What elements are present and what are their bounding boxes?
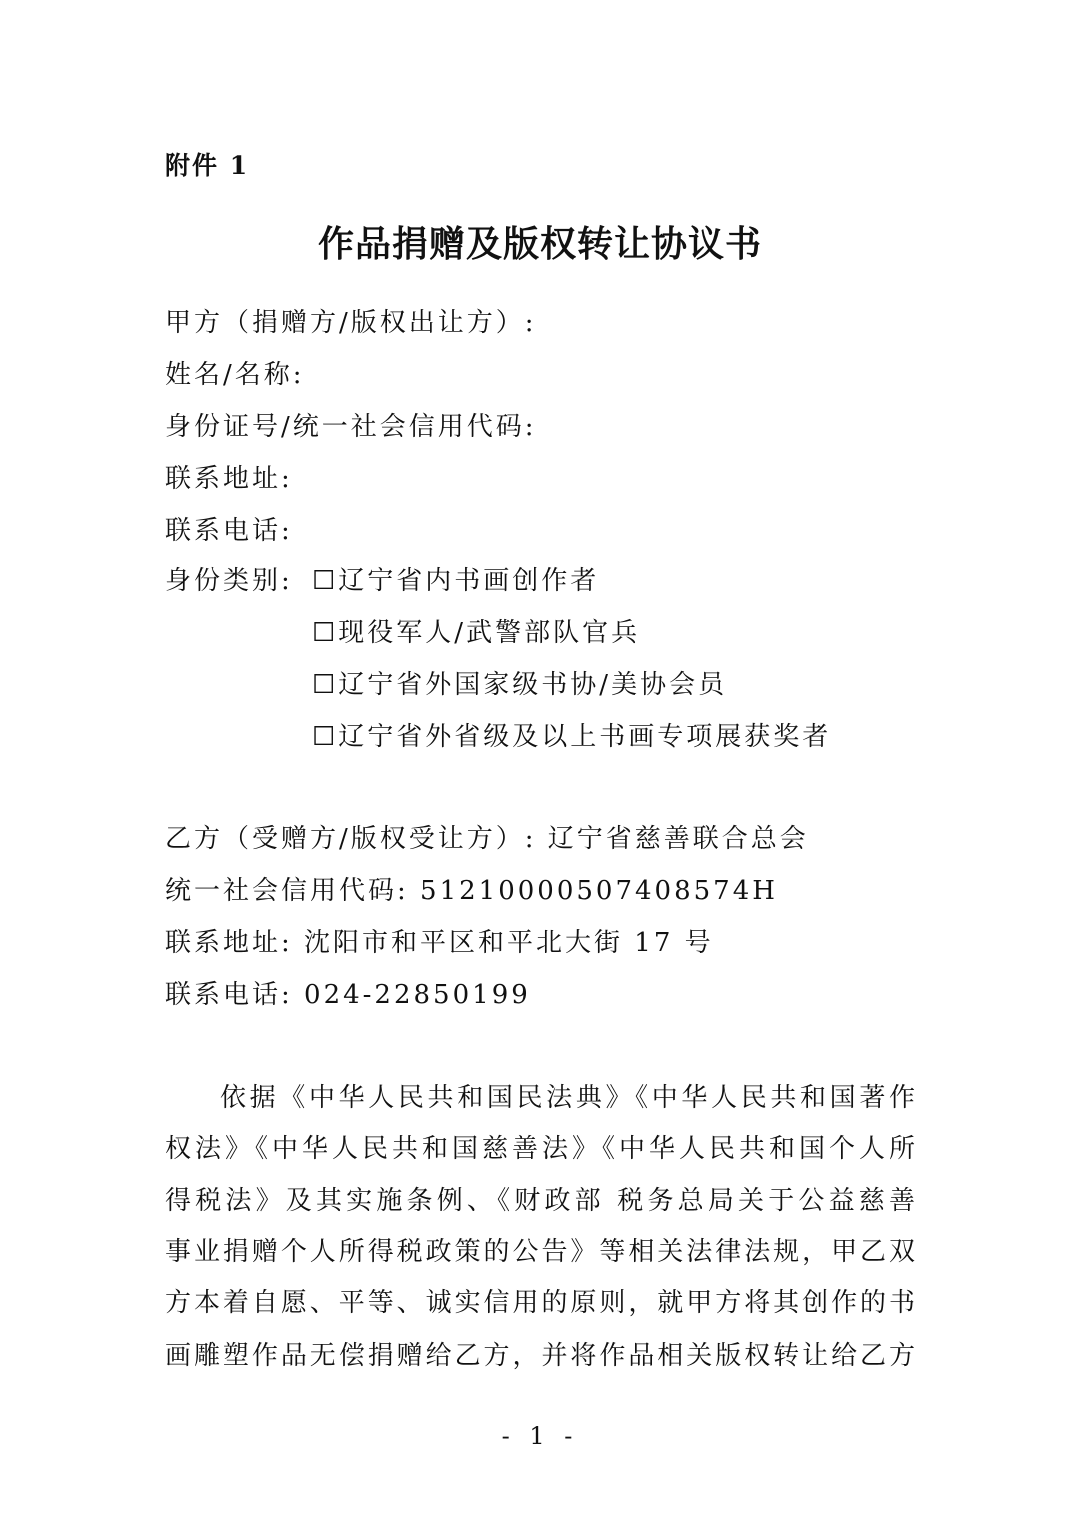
party-a-category-label: 身份类别: [165,566,293,596]
party-a-address-field: 联系地址: [165,464,293,494]
body-line: 权法》《中华人民共和国慈善法》《中华人民共和国个人所 [165,1134,915,1164]
party-b-phone: 联系电话: 024-22850199 [165,980,531,1010]
party-b-address: 联系地址: 沈阳市和平区和平北大街 17 号 [165,928,714,958]
body-line: 事业捐赠个人所得税政策的公告》等相关法律法规，甲乙双 [165,1237,915,1267]
document-title: 作品捐赠及版权转让协议书 [317,223,762,265]
party-a-id-field: 身份证号/统一社会信用代码: [165,412,537,442]
party-a-heading: 甲方（捐赠方/版权出让方）: [165,308,537,338]
category-checkbox-option: ☐现役军人/武警部队官兵 [312,618,641,648]
party-b-credit-code: 统一社会信用代码: 51210000507408574H [165,876,778,906]
party-a-phone-field: 联系电话: [165,516,293,546]
party-a-name-field: 姓名/名称: [165,360,305,390]
body-line: 依据《中华人民共和国民法典》《中华人民共和国著作 [220,1083,915,1113]
category-checkbox-option: ☐辽宁省外国家级书协/美协会员 [312,670,728,700]
attachment-label: 附件 1 [165,151,250,180]
body-line: 画雕塑作品无偿捐赠给乙方，并将作品相关版权转让给乙方 [165,1341,915,1371]
party-b-heading: 乙方（受赠方/版权受让方）: 辽宁省慈善联合总会 [165,824,809,854]
category-checkbox-option: ☐辽宁省外省级及以上书画专项展获奖者 [312,722,832,752]
body-line: 方本着自愿、平等、诚实信用的原则，就甲方将其创作的书 [165,1288,915,1318]
page-number: - 1 - [501,1422,579,1450]
body-line: 得税法》及其实施条例、《财政部 税务总局关于公益慈善 [165,1186,915,1216]
category-checkbox-option: ☐辽宁省内书画创作者 [312,566,600,596]
